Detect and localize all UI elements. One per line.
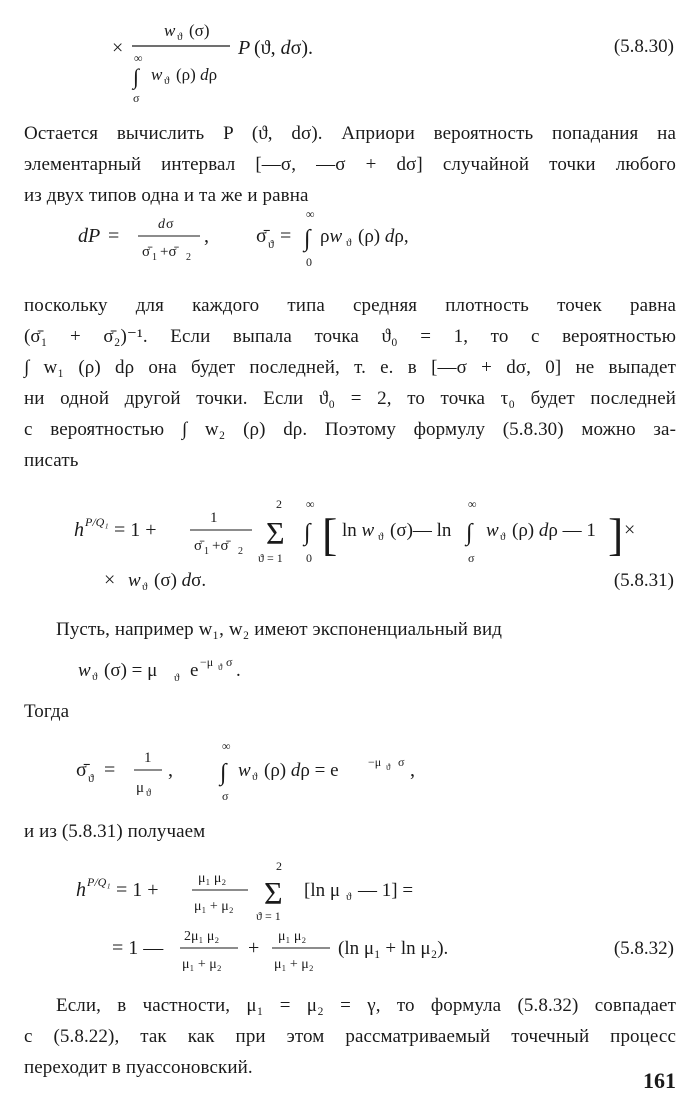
svg-text:ϑ: ϑ xyxy=(146,788,151,799)
equation-5-8-30 xyxy=(0,0,700,110)
svg-text:μ₁ μ₂: μ₁ μ₂ xyxy=(278,929,307,944)
svg-text:ln w: ln w xyxy=(342,520,375,541)
svg-text:∞: ∞ xyxy=(306,207,315,221)
text-line: (σ̄₁ + σ̄₂)⁻¹. Если выпала точка ϑ₀ = 1, то с вероятностью xyxy=(24,326,676,347)
svg-text:σ: σ xyxy=(468,551,475,565)
text-line: из двух типов одна и та же и равна xyxy=(24,185,309,206)
svg-text:∫: ∫ xyxy=(304,226,311,252)
text-line: поскольку для каждого типа средняя плотность точек равна xyxy=(24,295,676,316)
svg-text:σ: σ xyxy=(133,91,140,105)
svg-text:ϑ: ϑ xyxy=(164,75,170,87)
svg-text:(ρ) dρ = e: (ρ) dρ = e xyxy=(264,760,339,781)
svg-text:2: 2 xyxy=(238,546,243,557)
svg-text:ϑ = 1: ϑ = 1 xyxy=(256,909,281,923)
svg-text:∞: ∞ xyxy=(134,51,143,65)
svg-text:∫: ∫ xyxy=(466,520,473,546)
svg-text:×: × xyxy=(112,37,124,59)
svg-text:μ₁ + μ₂: μ₁ + μ₂ xyxy=(194,899,234,914)
svg-text:∫: ∫ xyxy=(133,64,140,89)
svg-text:w: w xyxy=(128,570,141,591)
svg-text:σ: σ xyxy=(226,655,233,669)
svg-text:2: 2 xyxy=(186,252,191,263)
svg-text:∞: ∞ xyxy=(306,497,315,511)
svg-text:ϑ: ϑ xyxy=(88,771,94,785)
text-line: элементарный интервал [—σ, —σ + dσ] случайной точки любого xyxy=(24,154,676,175)
svg-text:σ̄: σ̄ xyxy=(256,225,267,247)
svg-text:Σ: Σ xyxy=(264,875,283,911)
equation-dp xyxy=(0,200,700,280)
svg-text:=: = xyxy=(280,225,292,247)
text-line: писать xyxy=(24,450,79,471)
svg-text:= 1 —: = 1 — xyxy=(112,937,164,959)
svg-text:(ρ) dρ: (ρ) dρ xyxy=(176,65,218,84)
text-line: Если, в частности, μ₁ = μ₂ = γ, то формула (5.8.32) совпадает xyxy=(56,995,676,1016)
svg-text:×: × xyxy=(624,519,636,541)
svg-text:ϑ: ϑ xyxy=(346,891,352,903)
svg-text:— 1] =: — 1] = xyxy=(358,880,414,901)
svg-text:2: 2 xyxy=(276,859,282,873)
text-line: с (5.8.22), так как при этом рассматриваемый точечный процесс xyxy=(24,1026,676,1047)
svg-text:]: ] xyxy=(608,509,624,560)
svg-text:ϑ: ϑ xyxy=(92,671,98,683)
svg-text:= 1 +: = 1 + xyxy=(116,879,159,901)
svg-text:(σ): (σ) xyxy=(189,21,210,40)
svg-text:σ: σ xyxy=(166,217,174,232)
svg-text:[: [ xyxy=(322,509,338,560)
svg-text:.: . xyxy=(236,660,241,681)
equation-exponential xyxy=(0,648,700,688)
svg-text:w: w xyxy=(151,65,163,84)
paragraph-6 xyxy=(24,990,676,1083)
svg-text:(ϑ, dσ).: (ϑ, dσ). xyxy=(254,37,314,59)
svg-text:σ: σ xyxy=(222,789,229,803)
svg-text:∞: ∞ xyxy=(468,497,477,511)
svg-text:σ̄: σ̄ xyxy=(194,538,203,554)
equation-number: (5.8.32) xyxy=(613,938,674,959)
svg-text:σ̄: σ̄ xyxy=(142,244,151,260)
svg-text:μ: μ xyxy=(136,780,145,796)
svg-text:ϑ: ϑ xyxy=(268,237,274,251)
text-line: ни одной другой точки. Если ϑ₀ = 2, то точка τ₀ будет последней xyxy=(24,388,676,409)
svg-text:σ̄: σ̄ xyxy=(76,759,87,781)
svg-text:= 1 +: = 1 + xyxy=(114,519,157,541)
svg-text:(σ) = μ: (σ) = μ xyxy=(104,660,158,681)
svg-text:P/Q₁: P/Q₁ xyxy=(85,515,109,529)
svg-text:ϑ: ϑ xyxy=(177,31,183,43)
svg-text:ρw: ρw xyxy=(320,226,343,247)
svg-text:,: , xyxy=(168,759,173,781)
text-line: с вероятностью ∫ w₂ (ρ) dρ. Поэтому формулу (5.8.30) можно за- xyxy=(24,419,676,440)
svg-text:0: 0 xyxy=(306,551,312,565)
svg-text:ϑ: ϑ xyxy=(500,531,506,543)
svg-text:μ₁ + μ₂: μ₁ + μ₂ xyxy=(274,957,314,972)
svg-text:−μ: −μ xyxy=(368,755,382,769)
svg-text:w: w xyxy=(486,520,499,541)
svg-text:×: × xyxy=(104,569,116,591)
paragraph-5 xyxy=(24,816,676,847)
svg-text:1: 1 xyxy=(210,510,218,526)
svg-text:h: h xyxy=(74,519,84,541)
svg-text:d: d xyxy=(158,217,165,232)
svg-text:(ρ) dρ,: (ρ) dρ, xyxy=(358,226,409,247)
svg-text:−μ: −μ xyxy=(200,655,214,669)
paragraph-2 xyxy=(24,290,676,476)
svg-text:1: 1 xyxy=(204,546,209,557)
svg-text:h: h xyxy=(76,879,86,901)
svg-text:,: , xyxy=(204,225,209,247)
svg-text:2: 2 xyxy=(276,497,282,511)
svg-text:(ln μ₁ + ln μ₂).: (ln μ₁ + ln μ₂). xyxy=(338,938,449,959)
svg-text:ϑ: ϑ xyxy=(142,581,148,593)
svg-text:(ρ) dρ — 1: (ρ) dρ — 1 xyxy=(512,520,596,541)
svg-text:Σ: Σ xyxy=(266,515,285,551)
svg-text:μ₁ + μ₂: μ₁ + μ₂ xyxy=(182,957,222,972)
svg-text:2μ₁ μ₂: 2μ₁ μ₂ xyxy=(184,929,220,944)
svg-text:w: w xyxy=(238,760,251,781)
text-line: Тогда xyxy=(24,701,70,722)
equation-5-8-32 xyxy=(0,852,700,982)
svg-text:=: = xyxy=(108,225,120,247)
svg-text:+σ̄: +σ̄ xyxy=(212,538,229,554)
svg-text:ϑ: ϑ xyxy=(378,531,384,543)
page-number: 161 xyxy=(643,1068,676,1093)
svg-text:w: w xyxy=(164,21,176,40)
svg-text:+σ̄: +σ̄ xyxy=(160,244,177,260)
text-line: ∫ w₁ (ρ) dρ она будет последней, т. е. в [—σ + dσ, 0] не выпадет xyxy=(24,357,676,378)
text-line: Пусть, например w₁, w₂ имеют экспоненциальный вид xyxy=(56,619,503,640)
equation-number: (5.8.30) xyxy=(613,36,674,57)
equation-5-8-31 xyxy=(0,490,700,600)
svg-text:[ln μ: [ln μ xyxy=(304,880,341,901)
svg-text:P/Q₁: P/Q₁ xyxy=(87,875,111,889)
svg-text:=: = xyxy=(104,759,116,781)
svg-text:ϑ: ϑ xyxy=(252,771,258,783)
svg-text:1: 1 xyxy=(144,750,152,766)
svg-text:(σ)— ln: (σ)— ln xyxy=(390,520,452,541)
svg-text:∫: ∫ xyxy=(220,760,227,786)
text-line: переходит в пуассоновский. xyxy=(24,1057,253,1078)
svg-text:ϑ: ϑ xyxy=(218,662,223,672)
svg-text:+: + xyxy=(248,937,260,959)
svg-text:ϑ: ϑ xyxy=(174,672,180,684)
paragraph-3 xyxy=(56,614,676,645)
svg-text:μ₁ μ₂: μ₁ μ₂ xyxy=(198,871,227,886)
equation-number: (5.8.31) xyxy=(613,570,674,591)
paragraph-4 xyxy=(24,696,676,727)
svg-text:∞: ∞ xyxy=(222,739,231,753)
svg-text:ϑ: ϑ xyxy=(386,762,391,772)
text-line: Остается вычислить P (ϑ, dσ). Априори вероятность попадания на xyxy=(24,123,676,144)
svg-text:dP: dP xyxy=(78,225,101,247)
equation-mean xyxy=(0,730,700,810)
svg-text:,: , xyxy=(410,759,415,781)
paragraph-1 xyxy=(24,118,676,211)
svg-text:1: 1 xyxy=(152,252,157,263)
svg-text:ϑ = 1: ϑ = 1 xyxy=(258,551,283,565)
svg-text:σ: σ xyxy=(398,755,405,769)
svg-text:∫: ∫ xyxy=(304,520,311,546)
svg-text:e: e xyxy=(190,660,199,681)
text-line: и из (5.8.31) получаем xyxy=(24,821,206,842)
svg-text:ϑ: ϑ xyxy=(346,237,352,249)
svg-text:0: 0 xyxy=(306,255,312,269)
svg-text:(σ) dσ.: (σ) dσ. xyxy=(154,570,207,591)
svg-text:P: P xyxy=(238,37,251,59)
svg-text:w: w xyxy=(78,660,91,681)
